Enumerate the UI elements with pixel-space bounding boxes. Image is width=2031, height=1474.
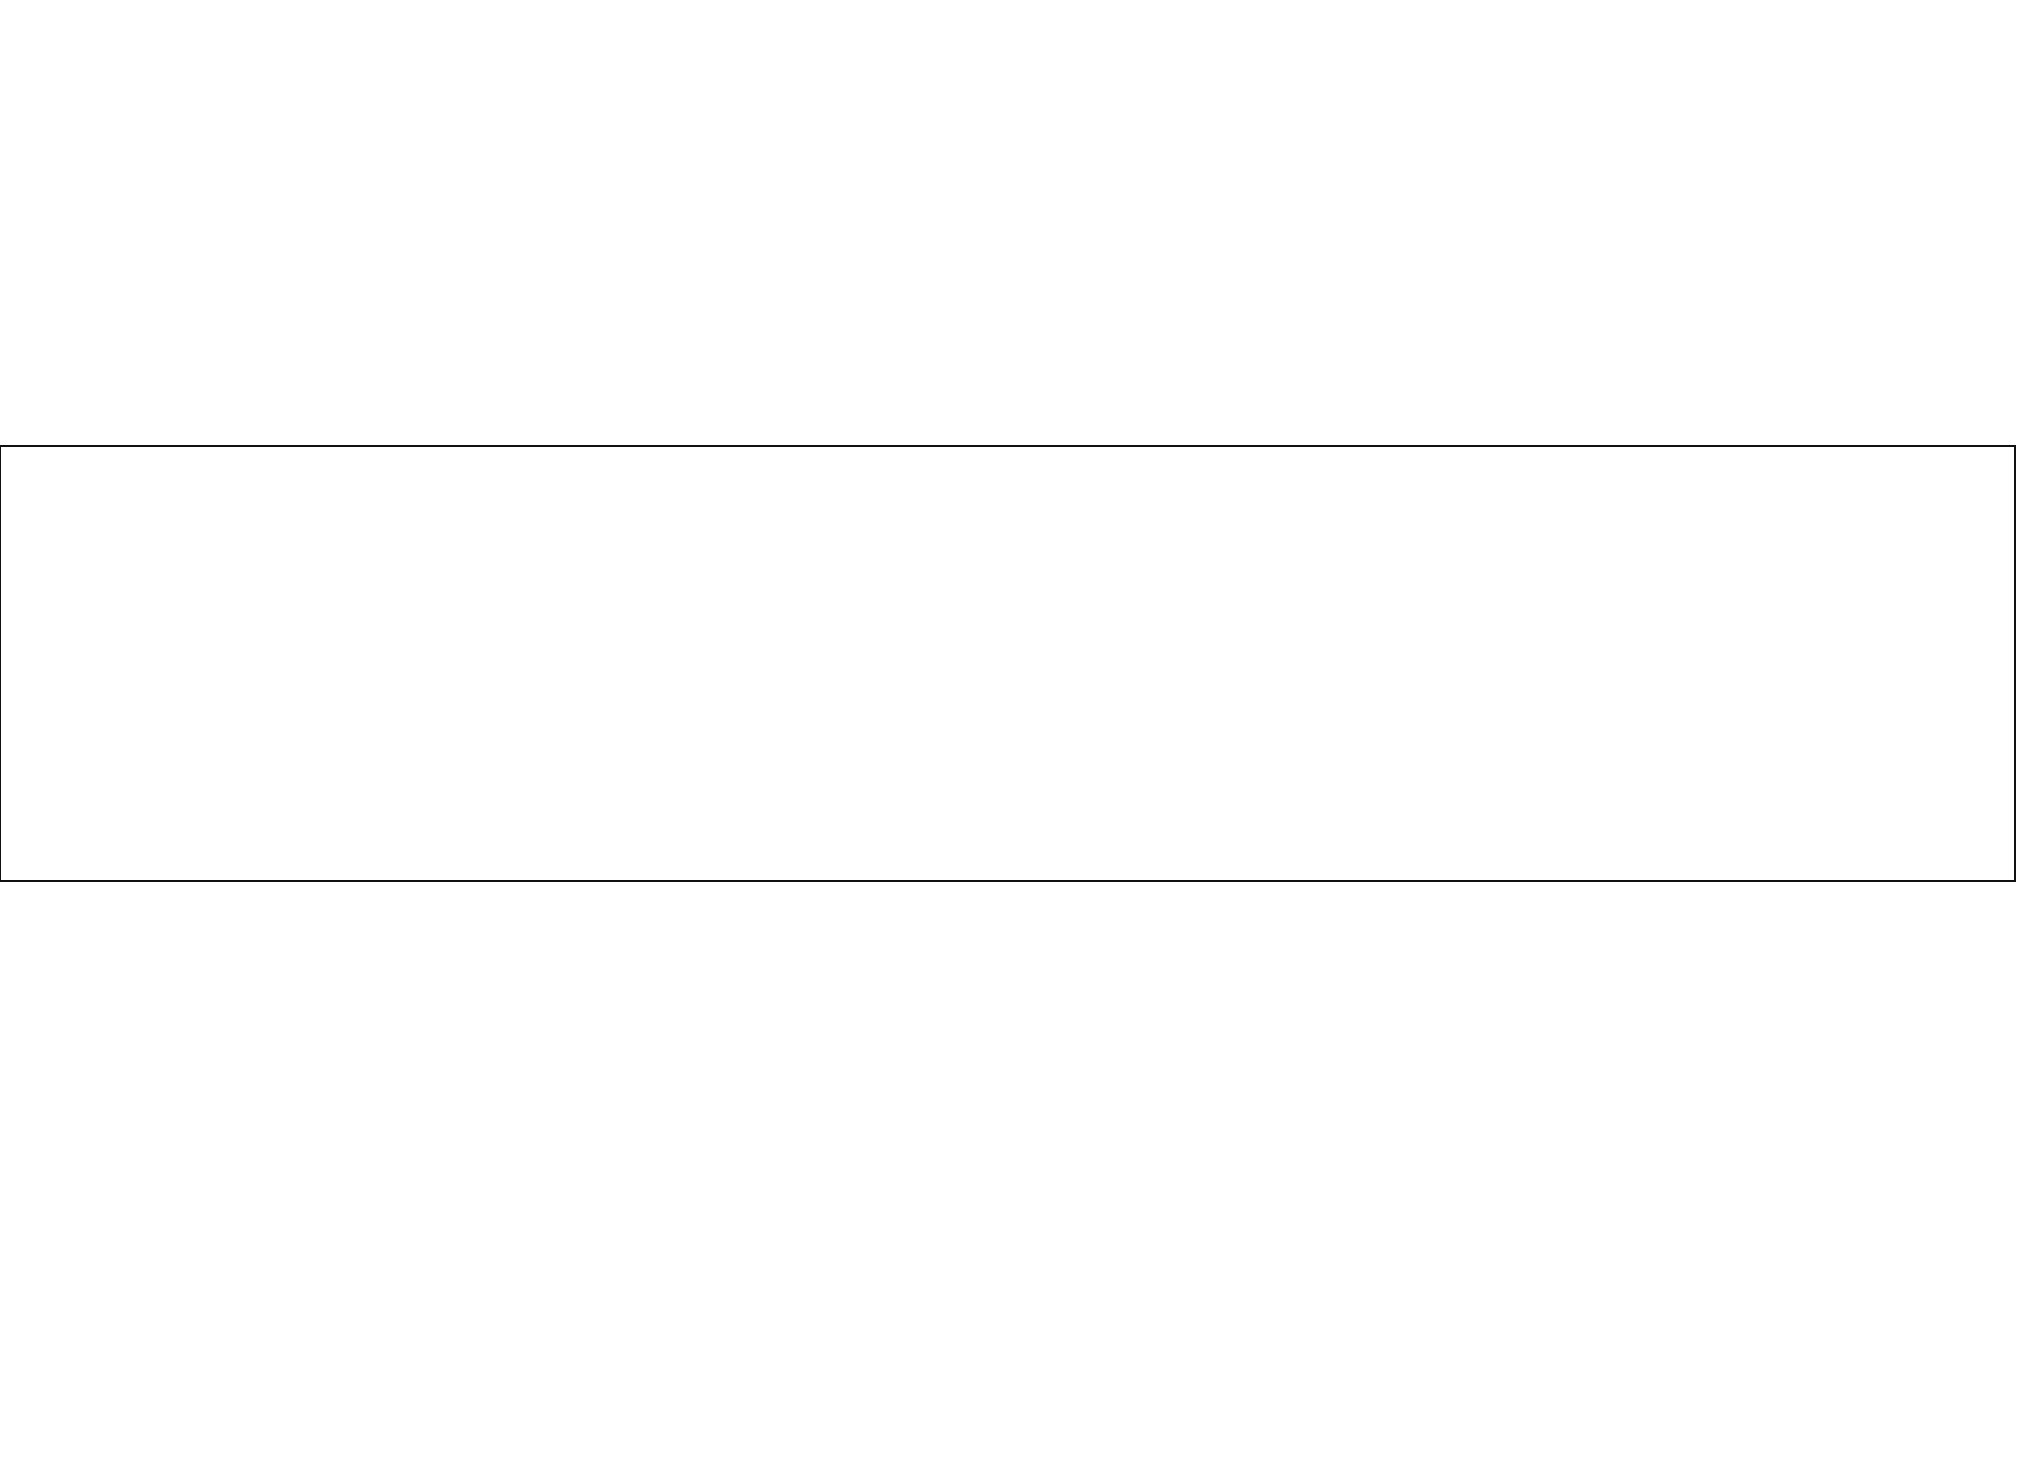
plc-body — [0, 446, 2015, 881]
